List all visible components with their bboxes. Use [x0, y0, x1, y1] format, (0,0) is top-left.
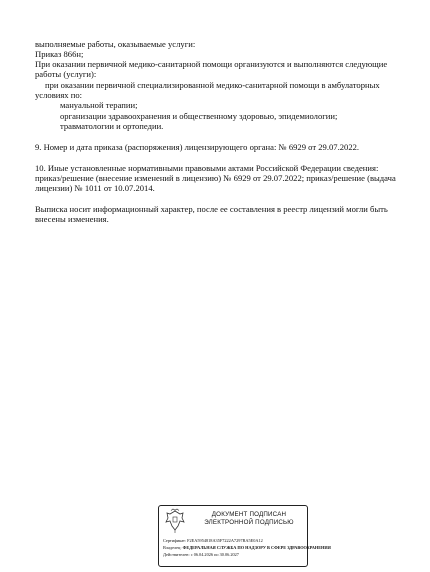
text-line: условиях по:: [35, 90, 83, 100]
validity-line: Действителен: с 06.04.2026 по 30.06.2027: [163, 552, 239, 557]
text-line: Приказ 866н;: [35, 49, 84, 59]
text-line: работы (услуги):: [35, 69, 97, 79]
list-item: организации здравоохранения и общественному здоровью, эпидемиологии;: [60, 111, 338, 121]
owner-line: Владелец: ФЕДЕРАЛЬНАЯ СЛУЖБА ПО НАДЗОРУ В СФЕРЕ ЗДРАВООХРАНЕНИЯ: [163, 545, 331, 550]
section-10-line: 10. Иные установленные нормативными правовыми актами Российской Федерации сведения:: [35, 163, 379, 173]
disclaimer-line: Выписка носит информационный характер, после ее составления в реестр лицензий могли быть: [35, 204, 388, 214]
text-line: выполняемые работы, оказываемые услуги:: [35, 39, 196, 49]
stamp-title: ДОКУМЕНТ ПОДПИСАН ЭЛЕКТРОННОЙ ПОДПИСЬЮ: [204, 511, 294, 526]
text-line: при оказании первичной специализированной медико-санитарной помощи в амбулаторных: [45, 80, 380, 90]
coat-of-arms-icon: [163, 508, 187, 534]
list-item: мануальной терапии;: [60, 100, 138, 110]
disclaimer-line: внесены изменения.: [35, 214, 109, 224]
text-line: При оказании первичной медико-санитарной помощи организуются и выполняются следующие: [35, 59, 388, 69]
section-10-line: приказ/решение (внесение изменений в лицензию) № 6929 от 29.07.2022; приказ/решение (выдача: [35, 173, 396, 183]
section-10-line: лицензии) № 1011 от 10.07.2014.: [35, 183, 155, 193]
section-9: 9. Номер и дата приказа (распоряжения) лицензирующего органа: № 6929 от 29.07.2022.: [35, 142, 360, 152]
certificate-line: Сертификат: F2EA5954818A35F7222A7297BA5E0A12: [163, 538, 263, 543]
electronic-signature-stamp: [158, 505, 331, 567]
list-item: травматологии и ортопедии.: [60, 121, 164, 131]
